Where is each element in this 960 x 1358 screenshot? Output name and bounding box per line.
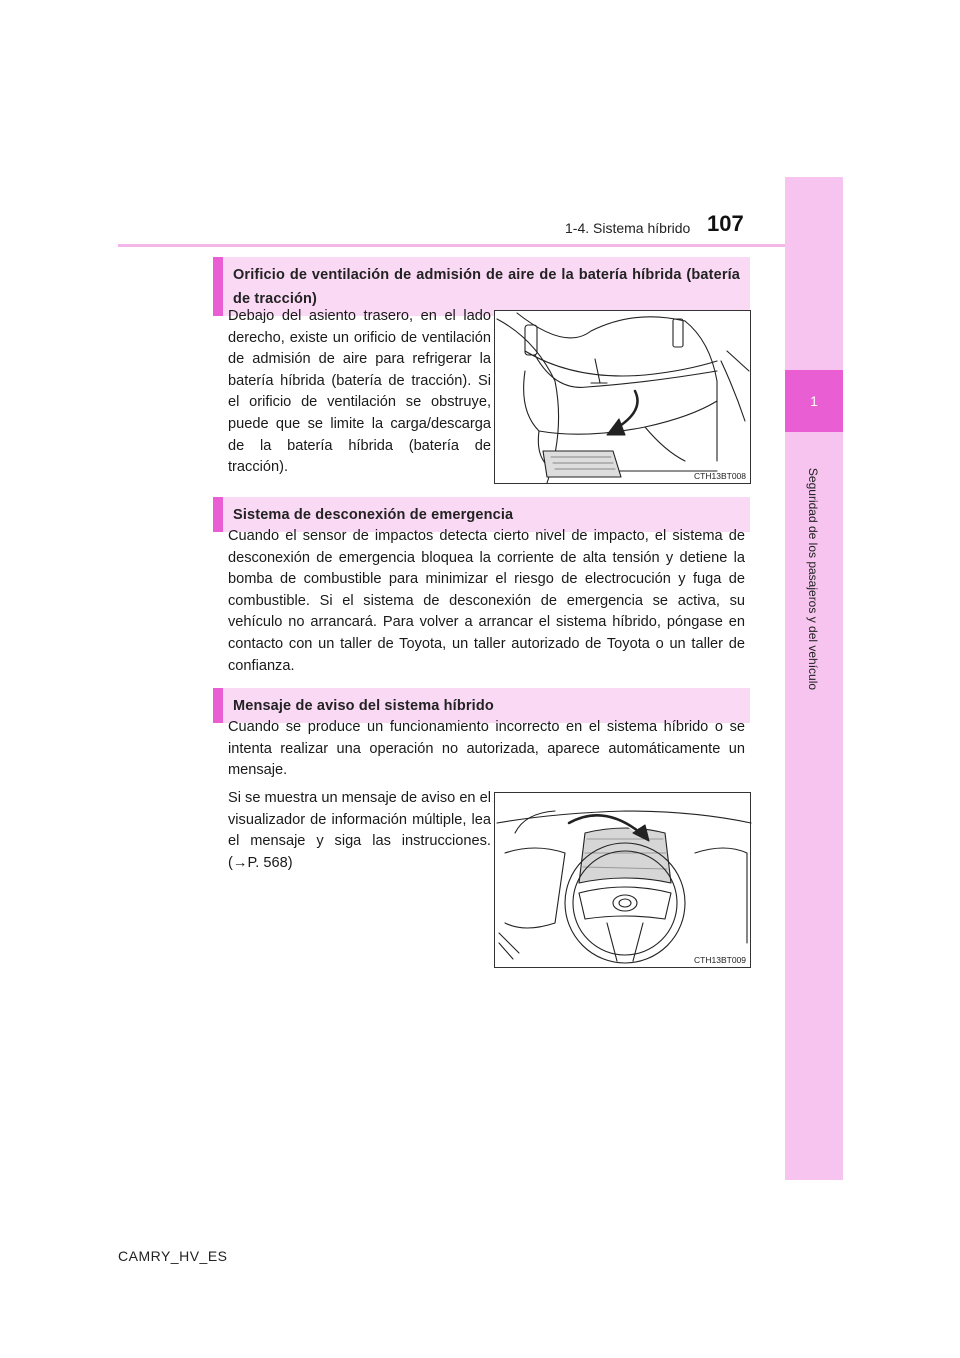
paragraph-air-intake: Debajo del asiento trasero, en el lado derecho, existe un orificio de ventilación de admisión de aire para refrigerar la batería híbrida (batería de tracción). Si el orificio de ventilación se obstruye, puede que se limite la carga/descarga de la batería híbrida (batería de tracción).	[228, 308, 491, 476]
paragraph-emergency-shutoff: Cuando el sensor de impactos detecta cierto nivel de impacto, el sistema de desconexión de emergencia bloquea la corriente de alta tensión y detiene la bomba de combustible para minimizar el riesgo de electrocución y fuga de combustible. Si el sistema de desconexión de emergencia se activa, su vehículo no arrancará. Para volver a arrancar el sistema híbrido, póngase en contacto con un taller de Toyota, un taller autorizado de Toyota o un taller de confianza.	[228, 528, 745, 674]
chapter-number: 1	[785, 370, 843, 432]
header-rule	[118, 244, 785, 247]
figure-code-cluster: CTH13BT009	[694, 955, 746, 965]
section-reference: 1-4. Sistema híbrido	[565, 220, 691, 236]
paragraph-warning-intro: Cuando se produce un funcionamiento incorrecto en el sistema híbrido o se intenta realizar una operación no autorizada, aparece automáticamente un mensaje.	[228, 719, 745, 779]
instrument-cluster-illustration	[494, 792, 751, 968]
page-number: 107	[707, 211, 744, 236]
section-heading-warning-message: Mensaje de aviso del sistema híbrido	[213, 688, 750, 723]
footer-model-code: CAMRY_HV_ES	[118, 1248, 228, 1264]
section-heading-emergency-shutoff: Sistema de desconexión de emergencia	[213, 497, 750, 532]
section-heading-air-intake: Orificio de ventilación de admisión de aire de la batería híbrida (batería de tracción)	[213, 257, 750, 316]
chapter-title-text: Seguridad de los pasajeros y del vehículo	[806, 467, 820, 691]
figure-code-rear-seat: CTH13BT008	[694, 471, 746, 481]
paragraph-warning-instructions: Si se muestra un mensaje de aviso en el visualizador de información múltiple, lea el mensaje y siga las instrucciones. (→P. 568)	[228, 790, 491, 871]
rear-seat-vent-illustration	[494, 310, 751, 484]
